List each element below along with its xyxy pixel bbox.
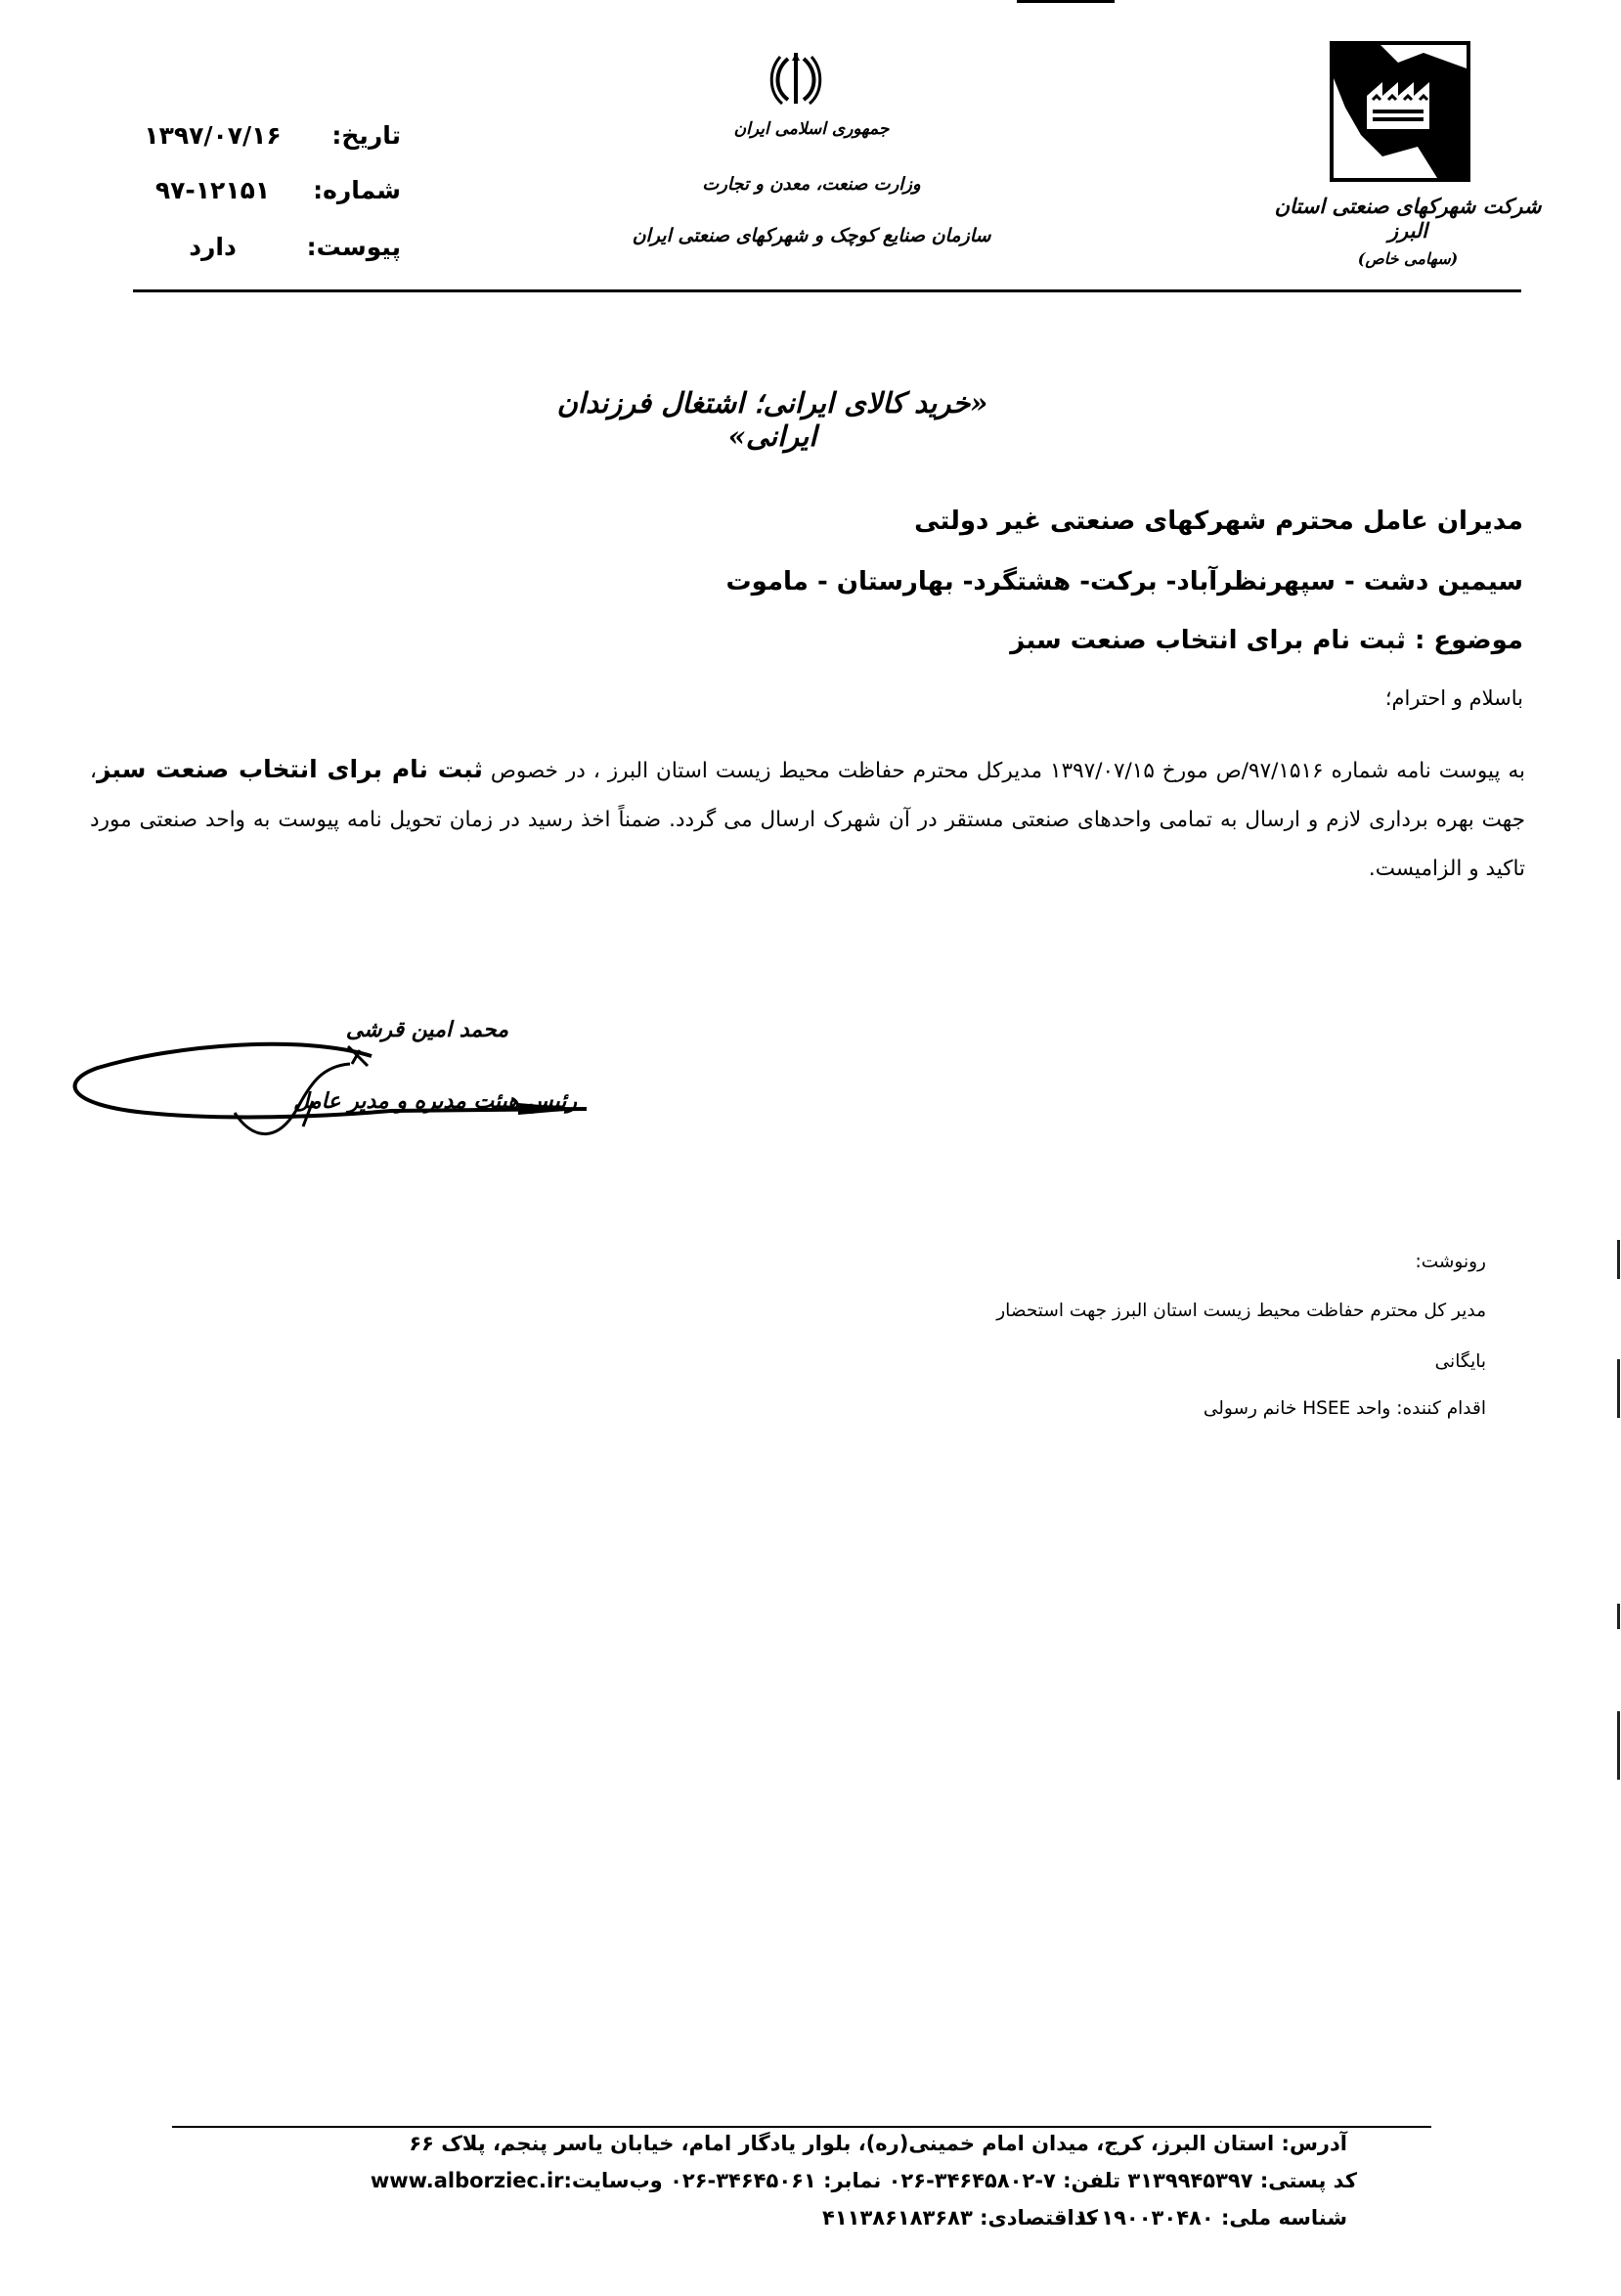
body-text-part-2: ، جهت بهره برداری لازم و ارسال به تمامی واحدهای صنعتی مستقر در آن شهرک ارسال می گردد. ضمناً اخذ رسید در زمان تحویل نامه پیوست به واحد صنعتی مورد تاکید و الزامیست.	[90, 759, 1525, 881]
greeting: باسلام و احترام؛	[1384, 686, 1523, 710]
top-edge-mark	[1017, 0, 1115, 3]
edge-mark	[1617, 1240, 1620, 1279]
letter-body	[90, 745, 1525, 894]
attachment-row	[137, 227, 401, 266]
gov-line-1: جمهوری اسلامی ایران	[733, 119, 890, 139]
footer-divider	[172, 2126, 1431, 2128]
footer-national-id: شناسه ملی: ۱۰۱۹۰۰۳۰۴۸۰	[1075, 2206, 1347, 2230]
body-text-part-1: به پیوست نامه شماره ۹۷/۱۵۱۶/ص مورخ ۱۳۹۷/۰۷/۱۵ مدیرکل محترم حفاظت محیط زیست استان البرز ، در خصوص	[482, 759, 1526, 783]
number-row	[137, 170, 401, 209]
iran-emblem-icon	[767, 49, 825, 108]
gov-line-3: سازمان صنایع کوچک و شهرکهای صنعتی ایران	[632, 225, 991, 246]
footer-contact: کد پستی: ۳۱۳۹۹۴۵۳۹۷ تلفن: ۷-۳۴۶۴۵۸۰۲-۰۲۶ نمابر: ۳۴۶۴۵۰۶۱-۰۲۶ وب‌سایت:www.alborziec.ir	[370, 2169, 1357, 2192]
date-value: ۱۳۹۷/۰۷/۱۶	[144, 120, 282, 150]
header-divider	[133, 289, 1521, 292]
copy-line-3: اقدام کننده: واحد HSEE خانم رسولی	[1203, 1398, 1486, 1419]
copies-heading: رونوشت:	[1415, 1252, 1486, 1272]
slogan: «خرید کالای ایرانی؛ اشتغال فرزندان ایرانی»	[556, 386, 988, 453]
recipient-line-2: سیمین دشت - سپهرنظرآباد- برکت- هشتگرد- بهارستان - ماموت	[725, 567, 1523, 596]
copy-line-1: مدیر کل محترم حفاظت محیط زیست استان البرز جهت استحضار	[996, 1301, 1486, 1321]
edge-mark	[1617, 1604, 1620, 1629]
footer-address: آدرس: استان البرز، کرج، میدان امام خمینی(ره)، بلوار یادگار امام، خیابان یاسر پنجم، پلاک ۶۶	[409, 2132, 1347, 2155]
date-label: تاریخ:	[331, 120, 401, 150]
edge-mark	[1617, 1711, 1620, 1780]
company-name: شرکت شهرکهای صنعتی استان البرز	[1274, 194, 1542, 243]
number-label: شماره:	[313, 175, 401, 204]
attachment-value: دارد	[189, 232, 237, 261]
body-bold-phrase: ثبت نام برای انتخاب صنعت سبز	[96, 755, 483, 783]
gov-line-2: وزارت صنعت، معدن و تجارت	[702, 174, 921, 195]
attachment-label: پیوست:	[306, 232, 401, 261]
signatory-name: محمد امین قرشی	[345, 1017, 508, 1042]
subject-line: موضوع : ثبت نام برای انتخاب صنعت سبز	[1010, 626, 1523, 655]
date-row	[137, 115, 401, 155]
footer-economic-code: کداقتصادی: ۴۱۱۳۸۶۱۸۳۶۸۳	[822, 2206, 1098, 2230]
number-value: ۹۷-۱۲۱۵۱	[154, 175, 271, 204]
edge-mark	[1617, 1359, 1620, 1418]
copy-line-2: بایگانی	[1434, 1351, 1486, 1372]
company-logo-icon	[1322, 39, 1478, 186]
signatory-title: رئیس هیئت مدیره و مدیر عامل	[293, 1088, 577, 1114]
company-type: (سهامی خاص)	[1357, 249, 1459, 268]
recipient-line-1: مدیران عامل محترم شهرکهای صنعتی غیر دولتی	[914, 507, 1523, 536]
